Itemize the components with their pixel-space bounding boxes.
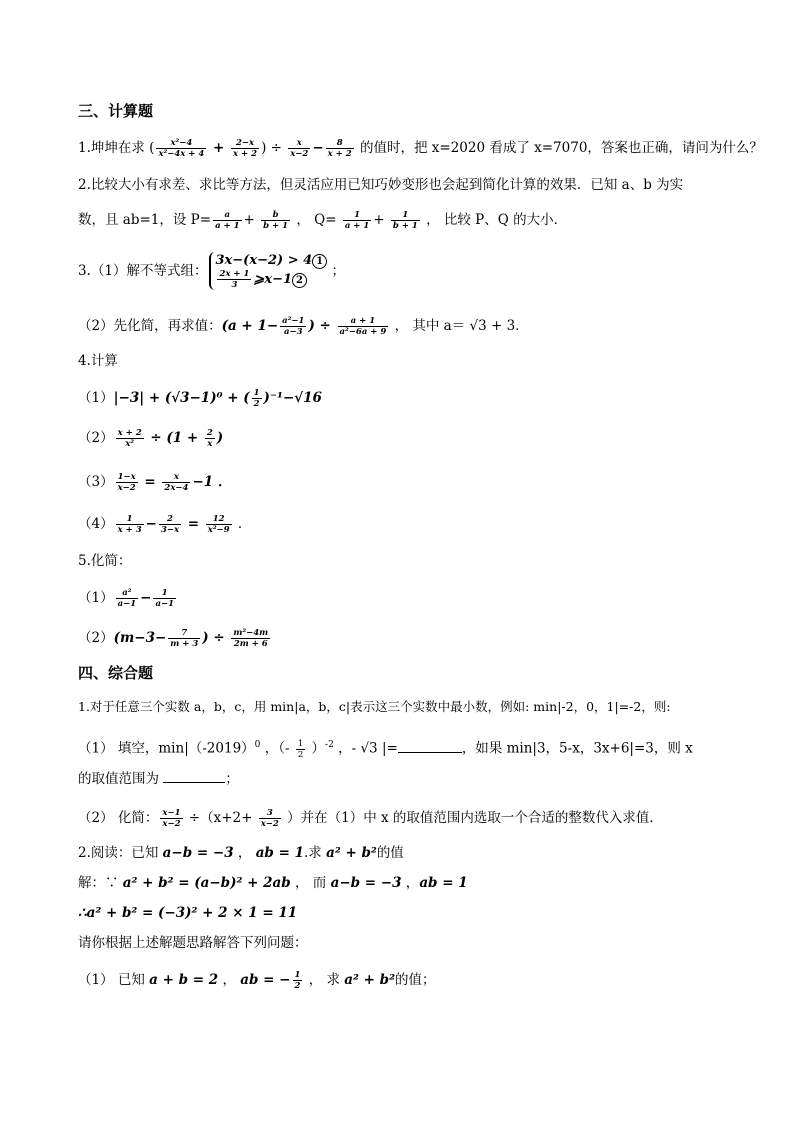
fraction: $\frac{\text{a²}}{a-1}$ xyxy=(117,588,137,609)
fraction: $\frac{12}{\text{x²−9}}$ xyxy=(207,514,230,535)
fraction: $\frac{1-x}{x-2}$ xyxy=(117,472,136,493)
fraction: $\frac{1}{a-1}$ xyxy=(155,588,174,609)
question-4-2-line4: 请你根据上述解题思路解答下列问题： xyxy=(78,935,308,951)
question-4-1-part2: （2） 化简： $\frac{x-1}{x-2}$ ÷（x+2+ $\frac{3}{x-2}$ ）并在（1）中 x 的取值范围内选取一个合适的整数代入求值． xyxy=(78,808,663,829)
fraction: $\frac{\text{a²−1}}{a-3}$ xyxy=(282,316,305,337)
fraction: $\frac{2}{3-x}$ xyxy=(160,514,180,535)
fraction: $\frac{1}{2}$ xyxy=(253,388,260,409)
question-4-2-line5: （1） 已知 a + b = 2 ， ab = − $\frac{1}{2}$ ， 求 a² + b²的值； xyxy=(78,970,436,991)
fraction: $\frac{x}{x-2}$ xyxy=(290,138,309,159)
fraction: $\frac{\text{m²−4m}}{2m + 6}$ xyxy=(233,628,269,649)
fraction: $\frac{b}{b + 1}$ xyxy=(263,210,289,231)
answer-blank[interactable] xyxy=(163,782,225,783)
question-3-4-2: （2） $\frac{x + 2}{\text{x²}}$ ÷ (1 + $\frac{2}{x}$ ) xyxy=(78,428,224,449)
section-4-title: 四、综合题 xyxy=(78,664,154,682)
fraction: $\frac{2-x}{x + 2}$ xyxy=(233,138,258,159)
fraction: $\frac{1}{b + 1}$ xyxy=(392,210,418,231)
question-3-3-part1: 3.（1）解不等式组： 3x−(x−2) > 4 1 $\frac{2x + 1}{3}$ ⩾x−1 2 ； xyxy=(78,253,345,290)
question-3-2-line2: 数，且 ab=1，设 P= $\frac{a}{a + 1}$ + $\frac{b}{b + 1}$ ， Q= $\frac{1}{a + 1}$ + $\frac{1}{b + 1}$ ， 比较 P、Q 的大小． xyxy=(78,210,568,231)
fraction: $\frac{3}{x-2}$ xyxy=(260,808,279,829)
question-4-2-line3: ∴a² + b² = (−3)² + 2 × 1 = 11 xyxy=(78,905,298,921)
fraction: $\frac{1}{2}$ xyxy=(294,970,301,991)
question-3-1: 1.坤坤在求 ( $\frac{\text{x²−4}}{\text{x²−4x + 4}}$ + $\frac{2-x}{x + 2}$ ) ÷ $\frac{x}{x-2}$ − $\frac{8}{x + 2}$ 的值时，把 x=2020 看成了 x=7070，答案也正确，请问为什么？ xyxy=(78,138,763,159)
fraction: $\frac{1}{2}$ xyxy=(297,738,304,760)
question-4-1-range: 的取值范围为 ； xyxy=(78,771,239,787)
question-3-5-title: 5.化简： xyxy=(78,553,132,569)
fraction: $\frac{a + 1}{\text{a²−6a + 9}}$ xyxy=(339,316,387,337)
question-3-3-part2: （2）先化简，再求值：(a + 1− $\frac{\text{a²−1}}{a-3}$ ) ÷ $\frac{a + 1}{\text{a²−6a + 9}}$ ， 其中 a＝ √3 + 3． xyxy=(78,316,529,337)
question-3-5-2: （2）(m−3− $\frac{7}{m + 3}$ ) ÷ $\frac{\text{m²−4m}}{2m + 6}$ xyxy=(78,628,269,649)
question-4-1-line1: 1.对于任意三个实数 a，b，c，用 min|a，b，c|表示这三个实数中最小数，例如: min|-2，0，1|=-2，则: xyxy=(78,699,671,714)
question-3-2-line1: 2.比较大小有求差、求比等方法，但灵活应用已知巧妙变形也会起到简化计算的效果．已知 a、b 为实 xyxy=(78,177,684,193)
fraction: $\frac{1}{a + 1}$ xyxy=(344,210,370,231)
question-3-4-1: （1）|−3| + (√3−1)⁰ + ( $\frac{1}{2}$ )⁻¹−√16 xyxy=(78,388,322,409)
question-3-5-1: （1） $\frac{\text{a²}}{a-1}$ − $\frac{1}{a-1}$ xyxy=(78,588,174,609)
inequality-system: 3x−(x−2) > 4 1 $\frac{2x + 1}{3}$ ⩾x−1 2 xyxy=(209,252,327,290)
fraction: $\frac{\text{x²−4}}{\text{x²−4x + 4}}$ xyxy=(158,138,205,159)
fraction: $\frac{8}{x + 2}$ xyxy=(327,138,352,159)
question-4-2-line2: 解：∵ a² + b² = (a−b)² + 2ab ， 而 a−b = −3 ，ab = 1 xyxy=(78,875,468,891)
section-3-title: 三、计算题 xyxy=(78,102,154,120)
answer-blank[interactable] xyxy=(398,752,462,753)
question-4-1-part1: （1） 填空，$\min|(-2019)^0$ ，（- $\frac{1}{2}$ ）$^{-2}$ ，- √3 |= ，如果 min|3，5-x，3x+6|=3，则 x xyxy=(78,738,693,760)
fraction: $\frac{x + 2}{\text{x²}}$ xyxy=(117,428,142,449)
fraction: $\frac{x-1}{x-2}$ xyxy=(162,808,181,829)
question-3-4-4: （4） $\frac{1}{x + 3}$ − $\frac{2}{3-x}$ = $\frac{12}{\text{x²−9}}$ ． xyxy=(78,514,252,535)
fraction: $\frac{2}{x}$ xyxy=(206,428,213,449)
fraction: $\frac{x}{2x-4}$ xyxy=(164,472,189,493)
question-4-2-line1: 2.阅读：已知 a−b = −3 ， ab = 1.求 a² + b²的值 xyxy=(78,845,404,861)
fraction: $\frac{1}{x + 3}$ xyxy=(117,514,142,535)
fraction: $\frac{a}{a + 1}$ xyxy=(215,210,240,231)
fraction: $\frac{7}{m + 3}$ xyxy=(170,628,199,649)
question-3-4-title: 4.计算 xyxy=(78,353,118,369)
question-3-4-3: （3） $\frac{1-x}{x-2}$ = $\frac{x}{2x-4}$ −1 ． xyxy=(78,472,232,493)
